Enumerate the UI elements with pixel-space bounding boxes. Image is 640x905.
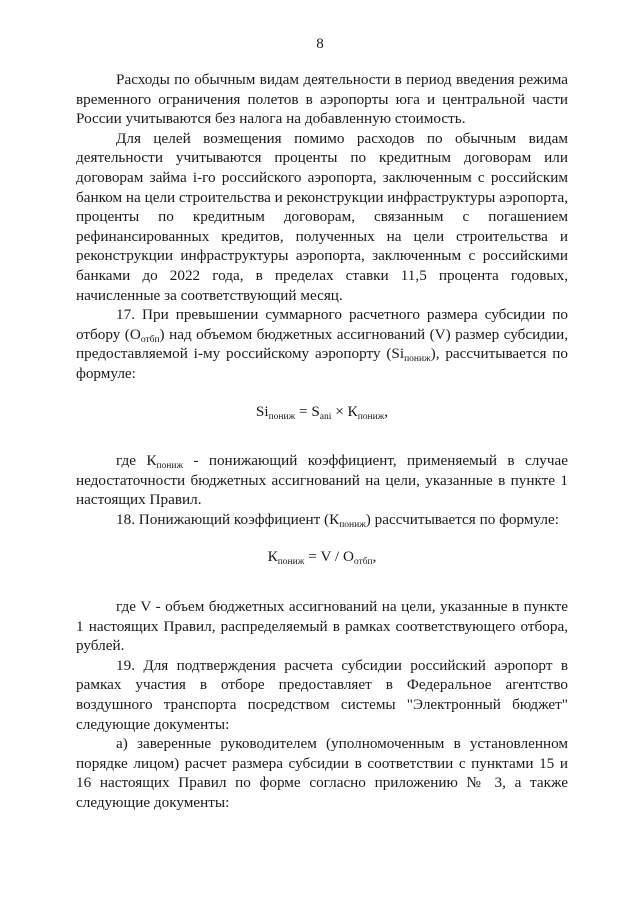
paragraph-18: 18. Понижающий коэффициент $(К_{пониж})$ рассчитывается по формуле: <box>116 510 559 530</box>
paragraph-19: 19. Для подтверждения расчета субсидии российский аэропорт в рамках участия в отборе предоставляет в Федеральное агентство воздушного транспорта посредством системы "Электронный бюджет" следующие документы: <box>76 656 568 733</box>
paragraph-where-k: где $К_{пониж}$ - понижающий коэффициент, применяемый в случае недостаточности бюджетных ассигнований на цели, указанные в пункте 1 настоящих Правил. <box>76 452 568 509</box>
page-number: 8 <box>316 36 324 52</box>
formula-reduced-subsidy: $Si_{пониж} = S_{ani} \times К_{пониж}$, <box>255 402 389 422</box>
paragraph-19-a: а) заверенные руководителем (уполномоченным в установленном порядке лицом) расчет размера субсидии в соответствии с пунктами 15 и 16 настоящих Правил по форме согласно приложению № 3, а также следующие документы: <box>76 735 568 811</box>
paragraph-where-v: где V - объем бюджетных ассигнований на цели, указанные в пункте 1 настоящих Правил, распределяемый в рамках соответствующего отбора, рублей. <box>76 598 568 655</box>
document-body <box>76 70 568 813</box>
paragraph-expenses-vat: Расходы по обычным видам деятельности в период введения режима временного ограничения полетов в аэропорты юга и центральной части России учитываются без налога на добавленную стоимость. <box>76 71 568 128</box>
paragraph-17: 17. При превышении суммарного расчетного размера субсидии по отбору $(О_{отбп})$ над объемом бюджетных ассигнований (V) размер субсидии, предоставляемой i-му российскому аэропорту $(Si_{пониж})$, рассчитывается по формуле: <box>76 306 568 382</box>
paragraph-interest-expenses: Для целей возмещения помимо расходов по обычным видам деятельности учитываются проценты по кредитным договорам или договорам займа i-го российского аэропорта, заключенным с российским банком на цели строительства и реконструкции инфраструктуры аэропорта, проценты по кредитным договорам, связанным с погашением рефинансированных кредитов, полученных на цели строительства и реконструкции инфраструктуры аэропорта, заключенным с российскими банками до 2022 года, в пределах ставки 11,5 процента годовых, начисленные за соответствующий месяц. <box>76 129 569 304</box>
formula-reduction-coefficient: $К_{пониж} = V / О_{отбп}$, <box>267 548 377 568</box>
